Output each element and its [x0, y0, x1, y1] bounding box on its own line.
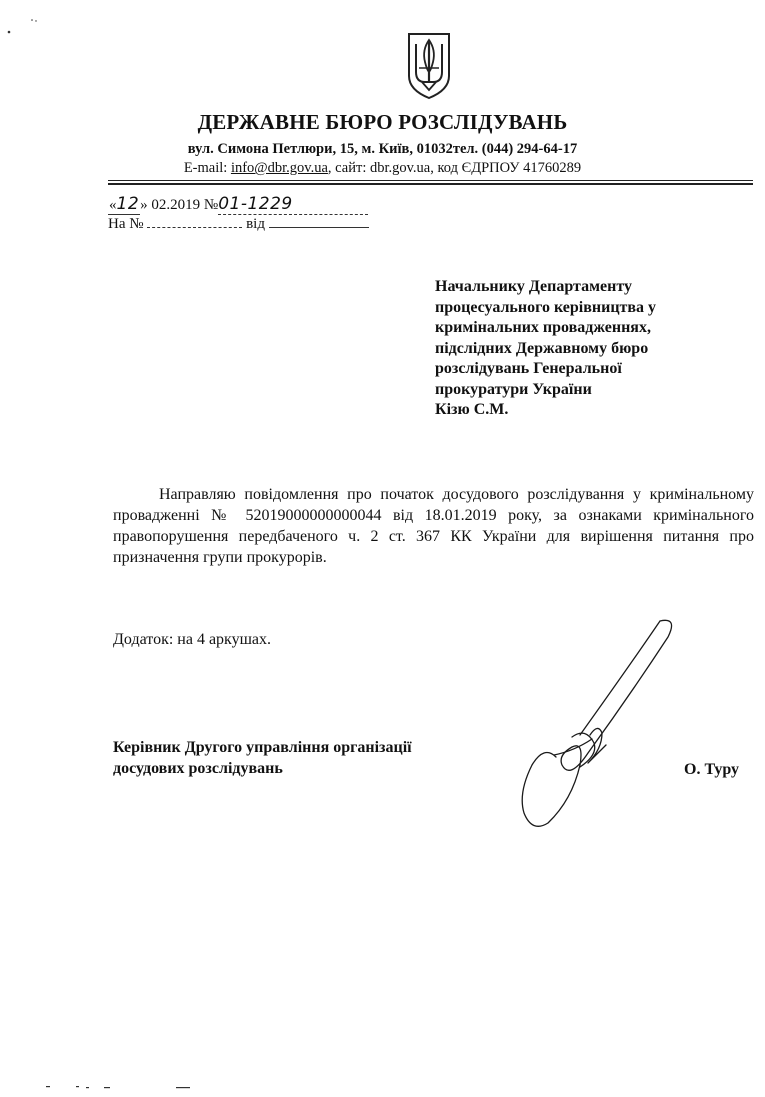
- open-quote: «: [109, 197, 117, 213]
- site-and-code: , сайт: dbr.gov.ua, код ЄДРПОУ 41760289: [327, 160, 582, 176]
- recipient-line: Кізю С.М.: [435, 401, 509, 418]
- organization-name: ДЕРЖАВНЕ БЮРО РОЗСЛІДУВАНЬ: [197, 110, 568, 134]
- organization-address: вул. Симона Петлюри, 15, м. Київ, 01032тел. (044) 294-64-17: [187, 141, 578, 157]
- letter-body: Направляю повідомлення про початок досудового розслідування у кримінальному провадженні № 52019000000000044 від 18.01.2019 року, за ознаками кримінального правопорушення передбаченого ч. 2 ст. 367 КК України для вирішення питання про призначення групи прокурорів.: [113, 486, 754, 566]
- reference-prefix: На №: [108, 216, 144, 232]
- recipient-line: Начальнику Департаменту: [435, 278, 632, 295]
- signer-name: О. Туру: [684, 761, 740, 778]
- reference-from-label: від: [246, 216, 265, 232]
- email-label: E-mail:: [183, 160, 231, 176]
- outgoing-date: » 02.2019 №: [140, 197, 219, 213]
- recipient-line: процесуального керівництва у: [435, 298, 657, 316]
- attachment-note: Додаток: на 4 аркушах.: [113, 631, 272, 648]
- outgoing-number: 01-1229: [218, 194, 293, 214]
- signer-title-line: Керівник Другого управління організації: [113, 739, 412, 756]
- recipient-line: розслідувань Генеральної: [435, 360, 622, 377]
- recipient-line: підслідних Державному бюро: [435, 339, 649, 357]
- recipient-line: прокуратури України: [435, 380, 592, 398]
- signer-title-line: досудових розслідувань: [113, 760, 283, 777]
- recipient-line: кримінальних провадженнях,: [435, 319, 651, 336]
- outgoing-day: 12: [116, 194, 140, 214]
- email-link[interactable]: info@dbr.gov.ua: [230, 160, 328, 176]
